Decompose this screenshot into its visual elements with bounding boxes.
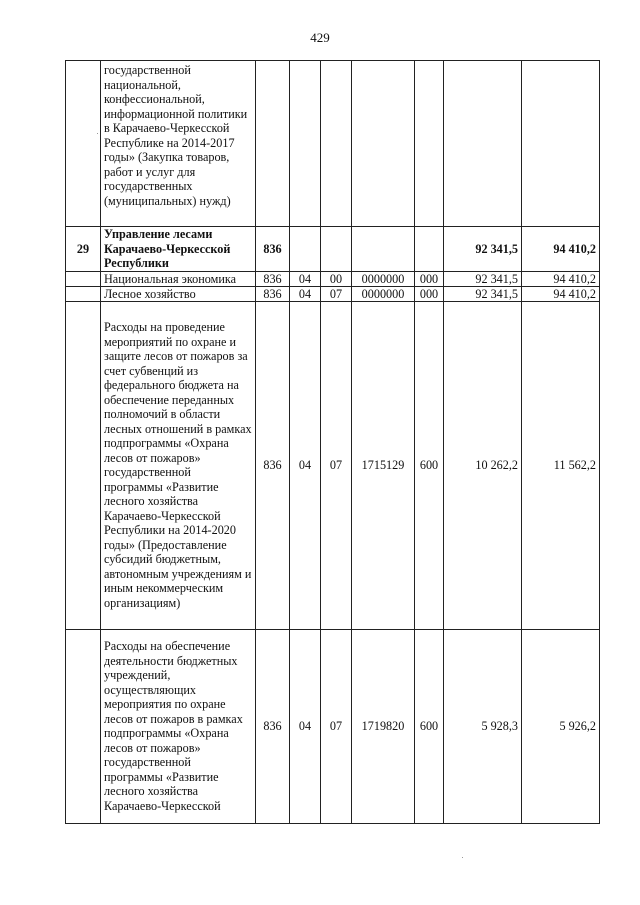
row-description: Лесное хозяйство (101, 286, 256, 301)
target-article: 1715129 (352, 301, 415, 629)
expense-type: 600 (415, 301, 444, 629)
subsection-code: 07 (321, 286, 352, 301)
amount-first-year: 10 262,2 (444, 301, 522, 629)
table-row (66, 61, 600, 227)
table-row (66, 301, 600, 629)
ministry-code: 836 (256, 629, 290, 823)
expense-type (415, 61, 444, 227)
table-row (66, 629, 600, 823)
ministry-code: 836 (256, 227, 290, 272)
section-code (290, 61, 321, 227)
ministry-code: 836 (256, 286, 290, 301)
page-number: 429 (310, 30, 330, 45)
amount-second-year: 5 926,2 (522, 629, 600, 823)
ministry-code: 836 (256, 301, 290, 629)
row-number (66, 629, 101, 823)
row-description: Расходы на проведение мероприятий по охране и защите лесов от пожаров за счет субвенций из федерального бюджета на обеспечение переданных полномочий в области лесных отношений в рамках подпрограммы «Охрана лесов от пожаров» государственной программы «Развитие лесного хозяйства Карачаево-Черкесской Республики на 2014-2020 годы» (Предоставление субсидий бюджетным, автономным учреждениям и иным некоммерческим организациям) (101, 301, 256, 629)
expense-type: 600 (415, 629, 444, 823)
section-code: 04 (290, 271, 321, 286)
table-row (66, 227, 600, 272)
row-description: Управление лесами Карачаево-Черкесской Республики (101, 227, 256, 272)
ministry-code (256, 61, 290, 227)
amount-second-year: 94 410,2 (522, 271, 600, 286)
row-number: 29 (66, 227, 101, 272)
section-code: 04 (290, 286, 321, 301)
budget-table (65, 60, 600, 824)
row-description: Расходы на обеспечение деятельности бюджетных учреждений, осуществляющих мероприятия по охране лесов от пожаров в рамках подпрограммы «Охрана лесов от пожаров» государственной программы «Развитие лесного хозяйства Карачаево-Черкесской (101, 629, 256, 823)
amount-first-year: 92 341,5 (444, 227, 522, 272)
subsection-code: 00 (321, 271, 352, 286)
amount-first-year: 5 928,3 (444, 629, 522, 823)
row-description: государственной национальной, конфессиональной, информационной политики в Карачаево-Черкесской Республике на 2014-2017 годы» (Закупка товаров, работ и услуг для государственных (муниципальных) нужд) (101, 61, 256, 227)
expense-type: 000 (415, 271, 444, 286)
table-row (66, 286, 600, 301)
amount-first-year: 92 341,5 (444, 286, 522, 301)
row-number (66, 61, 101, 227)
section-code: 04 (290, 629, 321, 823)
amount-second-year: 94 410,2 (522, 227, 600, 272)
amount-second-year: 94 410,2 (522, 286, 600, 301)
target-article: 1719820 (352, 629, 415, 823)
row-number (66, 271, 101, 286)
subsection-code: 07 (321, 301, 352, 629)
table-row (66, 271, 600, 286)
section-code (290, 227, 321, 272)
row-description: Национальная экономика (101, 271, 256, 286)
subsection-code (321, 61, 352, 227)
expense-type (415, 227, 444, 272)
subsection-code (321, 227, 352, 272)
ministry-code: 836 (256, 271, 290, 286)
subsection-code: 07 (321, 629, 352, 823)
row-number (66, 286, 101, 301)
amount-second-year (522, 61, 600, 227)
section-code: 04 (290, 301, 321, 629)
target-article (352, 61, 415, 227)
amount-second-year: 11 562,2 (522, 301, 600, 629)
expense-type: 000 (415, 286, 444, 301)
amount-first-year (444, 61, 522, 227)
target-article: 0000000 (352, 271, 415, 286)
amount-first-year: 92 341,5 (444, 271, 522, 286)
row-number (66, 301, 101, 629)
target-article: 0000000 (352, 286, 415, 301)
target-article (352, 227, 415, 272)
scan-speck (97, 133, 98, 134)
scan-speck (462, 857, 463, 858)
